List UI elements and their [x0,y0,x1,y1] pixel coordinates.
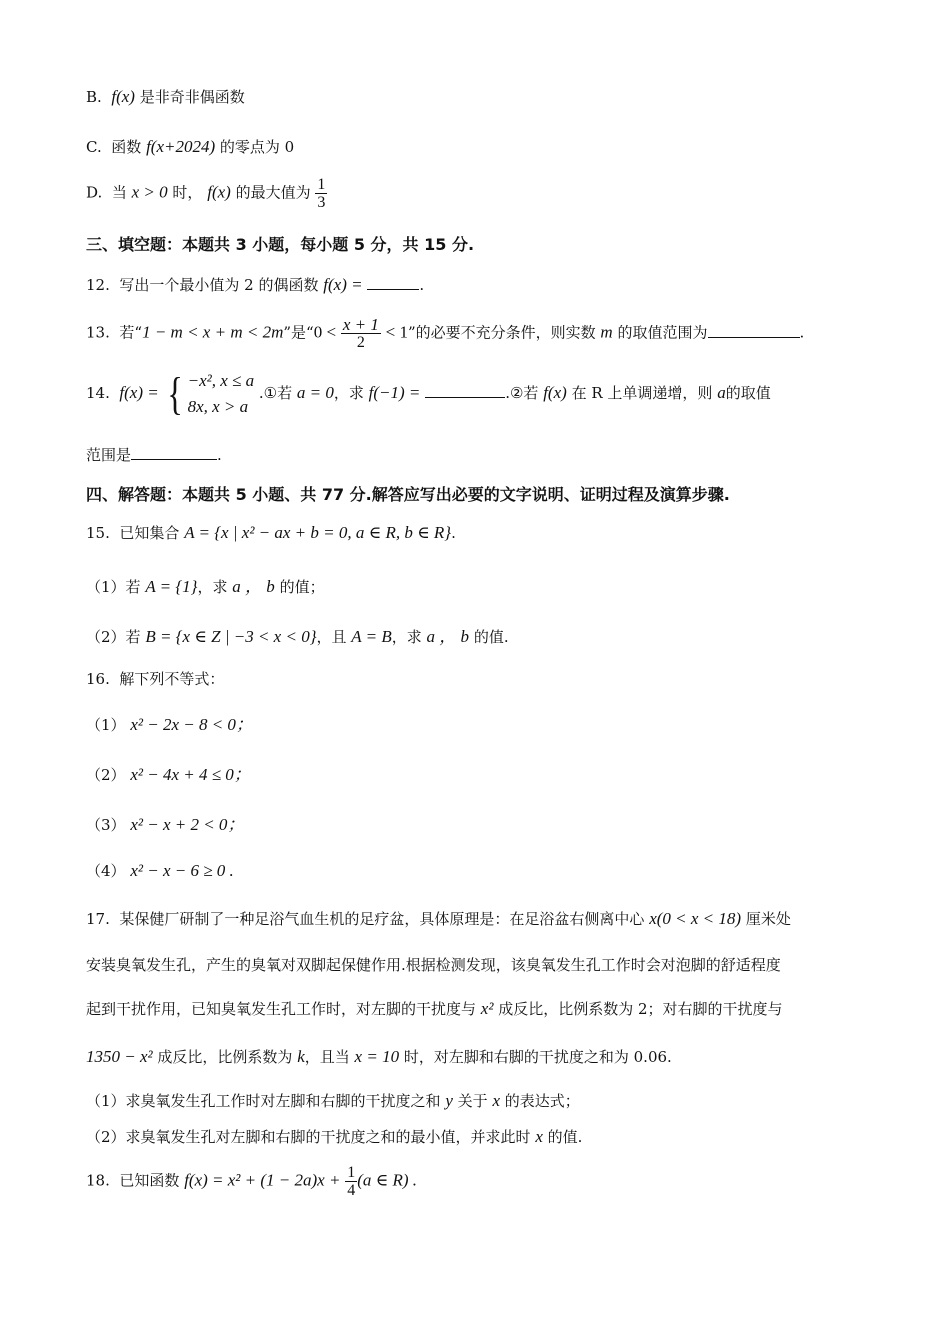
set-a: A = {x | x² − ax + b = 0, a ∈ R, b ∈ R} [184,523,452,542]
option-d [86,176,890,211]
question-18 [86,1164,890,1199]
inequality-4: x² − x − 6 ≥ 0 . [130,861,234,880]
fx2024-expr: f(x+2024) [146,137,216,156]
question-13: 13. 若“1 − m < x + m < 2m”是“0 < $\frac{x + 1}{2}$ < 1”的必要不充分条件，则实数 m 的取值范围为 . [86,315,805,351]
question-text: 已知函数 [119,1171,180,1190]
question-17-line-3 [86,998,890,1019]
part-label: （4） [86,862,126,880]
question-text: ，求 [333,384,364,402]
function-def-left: f(x) = x² + (1 − 2a)x + [184,1170,341,1190]
option-d-label: D. [86,183,103,202]
condition-b-left: 0 < [313,322,337,342]
piece-2: 8x, x > a [187,397,249,416]
option-c [86,136,890,157]
fraction-one-quarter [345,1164,357,1199]
option-d-text1: 当 [111,183,127,202]
question-16-part-3 [86,810,890,835]
fraction-den: 2 [356,334,365,351]
fraction-num: 1 [347,1164,356,1181]
question-number: 16. [86,670,110,688]
question-text: 成反比，比例系数为 2；对右脚的干扰度与 [498,1000,783,1018]
a-eq-0: a = 0 [296,383,334,402]
answer-blank[interactable] [708,336,800,338]
a-eq-1: A = {1} [145,577,198,596]
question-text: 写出一个最小值为 2 的偶函数 [119,276,319,294]
part-text: 的值； [279,578,325,596]
a-eq-b: A = B [351,627,392,646]
question-text: 若“ [119,323,143,342]
condition-b-right: < 1 [385,322,408,342]
var-k: k [297,1047,305,1066]
var-x: x [492,1091,500,1110]
question-15-part-2 [86,622,890,647]
option-c-text2: 的零点为 0 [219,138,295,156]
question-17-line-4 [86,1046,890,1067]
x-squared: x² [480,999,494,1018]
part-text: 的值. [473,628,509,646]
question-text: 某保健厂研制了一种足浴气血生机的足疗盆，具体原理是：在足浴盆右侧离中心 [119,910,645,928]
option-c-label: C. [86,138,102,156]
question-17-part-2 [86,1126,890,1147]
fx-expr: f(x) [207,182,231,202]
question-text: ①若 [263,384,293,402]
option-d-text3: 的最大值为 [235,183,311,202]
question-16-part-1 [86,710,890,735]
question-number: 14. [86,384,110,402]
var-y: y [445,1091,453,1110]
set-b: B = {x ∈ Z | −3 < x < 0} [145,627,317,646]
fraction-den: 3 [317,194,326,211]
inequality-1: x² − 2x − 8 < 0； [130,715,253,734]
section-4-heading: 四、解答题：本题共 5 小题、共 77 分.解答应写出必要的文字说明、证明过程及演算步骤. [86,485,730,504]
question-text: 起到干扰作用，已知臭氧发生孔工作时，对左脚的干扰度与 [86,1000,477,1018]
var-m: m [600,322,613,342]
question-text: 的取值范围为 [617,323,708,342]
part-text: ，求 [197,578,228,596]
fraction-x1-over-2 [341,316,381,351]
question-17-line-2: 安装臭氧发生孔，产生的臭氧对双脚起保健作用.根据检测发现，该臭氧发生孔工作时会对泡脚的舒适程度 [86,956,781,974]
f-minus-1: f(−1) = [368,383,421,402]
part-text: ，且 [316,628,347,646]
part-text: （2）若 [86,628,141,646]
question-text: 厘米处 [745,910,791,928]
x-gt-0: x > 0 [131,182,168,202]
part-text: （1）若 [86,578,141,596]
piece-1: −x², x ≤ a [187,371,255,390]
fx-eq: f(x) = [119,383,159,402]
question-16-part-4 [86,860,890,881]
fraction-num: x + 1 [342,315,379,334]
question-17-part-1 [86,1090,890,1111]
section-3-heading: 三、填空题：本题共 3 小题，每小题 5 分，共 15 分. [86,235,475,254]
question-number: 15. [86,524,110,542]
fx-eq: f(x) = [323,275,363,294]
left-brace-icon: { [166,368,183,419]
question-number: 17. [86,910,110,928]
question-14: 14. f(x) = { −x², x ≤ a 8x, x > a .①若 a = 0，求 f(−1) = .②若 f(x) 在 R 上单调递增，则 a的取值 [86,368,771,419]
question-text: 解下列不等式： [119,670,225,688]
option-b-text: 是非奇非偶函数 [139,88,245,106]
question-text: 已知集合 [119,524,180,542]
inequality-2: x² − 4x + 4 ≤ 0； [130,765,251,784]
option-b [86,86,890,107]
fx-expr: f(x) [543,383,567,402]
fx-expr: f(x) [111,87,135,106]
question-number: 13. [86,323,110,342]
fraction-den: 4 [347,1182,356,1199]
fraction-num: 1 [317,176,326,193]
question-text: ”的必要不充分条件，则实数 [407,323,596,342]
question-16 [86,668,890,689]
part-text: （2）求臭氧发生孔对左脚和右脚的干扰度之和的最小值，并求此时 [86,1128,531,1146]
question-text: 在 R 上单调递增，则 [571,384,713,402]
part-label: （3） [86,816,126,834]
question-number: 12. [86,276,110,294]
question-17-line-1 [86,908,890,929]
condition-a: 1 − m < x + m < 2m [142,322,284,342]
x-range: x(0 < x < 18) [649,909,742,928]
part-label: （2） [86,766,126,784]
option-c-text: 函数 [111,138,142,156]
question-text: 的取值 [725,384,771,402]
option-d-text2: 时， [172,183,203,202]
question-text: 时，对左脚和右脚的干扰度之和为 0.06. [403,1048,672,1066]
part-text: 的值. [547,1128,583,1146]
question-16-part-2 [86,760,890,785]
question-text: ，且当 [304,1048,350,1066]
question-text: 范围是 [86,446,132,464]
option-b-label: B. [86,88,102,106]
answer-blank[interactable] [367,288,419,290]
function-def-right: (a ∈ R) . [357,1170,418,1190]
question-text: ”是“ [283,323,314,342]
question-number: 18. [86,1171,110,1190]
part-text: 的表达式； [504,1092,580,1110]
question-15-part-1 [86,572,890,597]
piecewise-function [164,368,255,420]
x-eq-10: x = 10 [354,1047,400,1066]
question-text: 成反比，比例系数为 [157,1048,293,1066]
part-text: （1）求臭氧发生孔工作时对左脚和右脚的干扰度之和 [86,1092,441,1110]
answer-blank[interactable] [131,458,217,460]
question-14-cont: 范围是 . [86,446,222,464]
question-text: ②若 [509,384,539,402]
question-15: 15. 已知集合 A = {x | x² − ax + b = 0, a ∈ R, b ∈ R}. [86,523,456,542]
vars-ab: a ， b [426,627,470,646]
inequality-3: x² − x + 2 < 0； [130,815,245,834]
var-x: x [535,1127,543,1146]
expr-1350-x2: 1350 − x² [86,1047,153,1066]
var-a: a [717,383,726,402]
part-label: （1） [86,716,126,734]
part-text: ，求 [391,628,422,646]
fraction-one-third [315,176,327,211]
question-12: 12. 写出一个最小值为 2 的偶函数 f(x) = . [86,275,425,294]
vars-ab: a ， b [232,577,275,596]
part-text: 关于 [457,1092,488,1110]
answer-blank[interactable] [425,396,505,398]
